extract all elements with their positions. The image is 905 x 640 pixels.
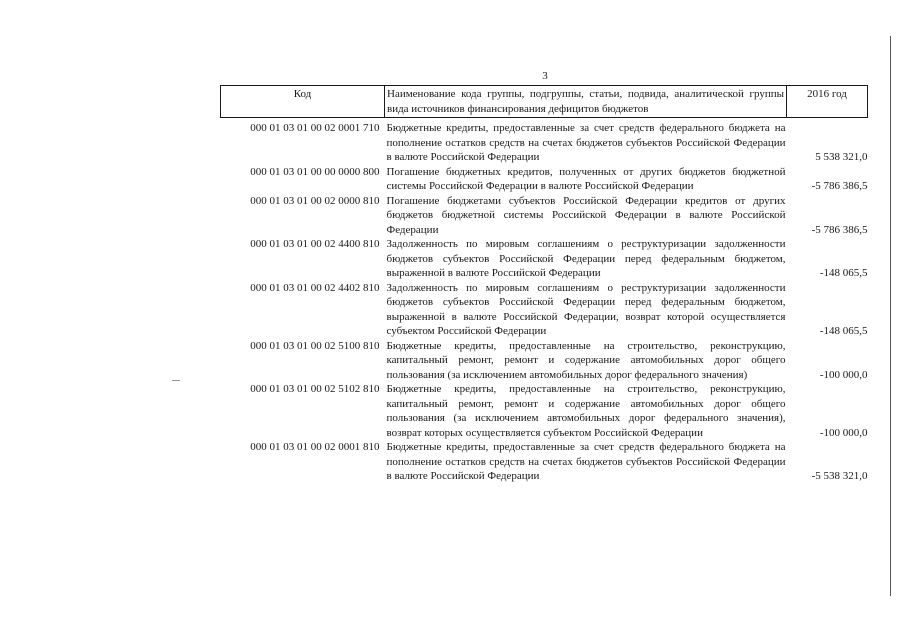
table-row — [221, 339, 868, 383]
row-code: 000 01 03 01 00 02 4402 810 — [250, 281, 380, 294]
row-value: -100 000,0 — [819, 426, 868, 439]
row-name: Бюджетные кредиты, предоставленные на строительство, реконструкцию, капитальный ремонт, ремонт и содержание автомобильных дорог общего пользования (за исключением автомобильных дорог федерального значения) — [386, 339, 786, 381]
table-header — [221, 86, 868, 118]
row-name: Бюджетные кредиты, предоставленные за счет средств федерального бюджета на пополнение остатков средств на счетах бюджетов субъектов Российской Федерации в валюте Российской Федерации — [386, 441, 786, 482]
row-value: -100 000,0 — [819, 368, 868, 381]
row-code: 000 01 03 01 00 02 5100 810 — [250, 339, 380, 352]
row-name: Погашение бюджетами субъектов Российской Федерации кредитов от других бюджетов бюджетной системы Российской Федерации в валюте Российской Федерации — [386, 194, 786, 236]
table-row — [221, 281, 868, 339]
row-name: Бюджетные кредиты, предоставленные за счет средств федерального бюджета на пополнение остатков средств на счетах бюджетов субъектов Российской Федерации в валюте Российской Федерации — [386, 122, 786, 163]
scan-edge-line — [890, 36, 895, 596]
row-name: Задолженность по мировым соглашениям о реструктуризации задолженности бюджетов субъектов Российской Федерации перед федеральным бюджетом, выраженной в валюте Российской Федерации, возврат которой осуществляется субъектом Российской Федерации — [386, 281, 786, 337]
row-code: 000 01 03 01 00 02 0001 710 — [250, 122, 380, 134]
header-code: Код — [221, 86, 385, 118]
row-code: 000 01 03 01 00 02 5102 810 — [250, 383, 380, 395]
row-code: 000 01 03 01 00 02 0001 810 — [250, 441, 380, 453]
table-row — [221, 382, 868, 440]
row-name: Погашение бюджетных кредитов, полученных от других бюджетов бюджетной системы Российской Федерации в валюте Российской Федерации — [386, 165, 786, 192]
row-value: -148 065,5 — [819, 267, 868, 279]
header-year: 2016 год — [787, 86, 868, 118]
table-row — [221, 165, 868, 194]
page-number: 3 — [542, 70, 548, 82]
row-value: -5 538 321,0 — [811, 470, 868, 482]
row-value: -5 786 386,5 — [811, 223, 868, 236]
header-name: Наименование кода группы, подгруппы, статьи, подвида, аналитической группы вида источников финансирования дефицитов бюджетов — [385, 86, 787, 118]
budget-sources-table — [220, 85, 868, 484]
table-body — [221, 118, 868, 484]
header-row — [221, 86, 868, 118]
row-code: 000 01 03 01 00 00 0000 800 — [250, 165, 380, 178]
row-name: Бюджетные кредиты, предоставленные на строительство, реконструкцию, капитальный ремонт, ремонт и содержание автомобильных дорог общего пользования (за исключением автомобильных дорог федерального значения), возврат которых осуществляется субъектом Российской Федерации — [386, 383, 786, 439]
table-row — [221, 121, 868, 165]
row-code: 000 01 03 01 00 02 4400 810 — [250, 238, 380, 250]
row-name: Задолженность по мировым соглашениям о реструктуризации задолженности бюджетов субъектов Российской Федерации перед федеральным бюджетом, выраженной в валюте Российской Федерации — [386, 238, 786, 279]
row-value: 5 538 321,0 — [815, 151, 868, 163]
row-code: 000 01 03 01 00 02 0000 810 — [250, 194, 380, 207]
table-row — [221, 237, 868, 281]
table-row — [221, 194, 868, 238]
row-value: -148 065,5 — [819, 325, 868, 337]
row-value: -5 786 386,5 — [811, 180, 868, 192]
scan-artifact — [172, 380, 180, 381]
table-row — [221, 440, 868, 484]
